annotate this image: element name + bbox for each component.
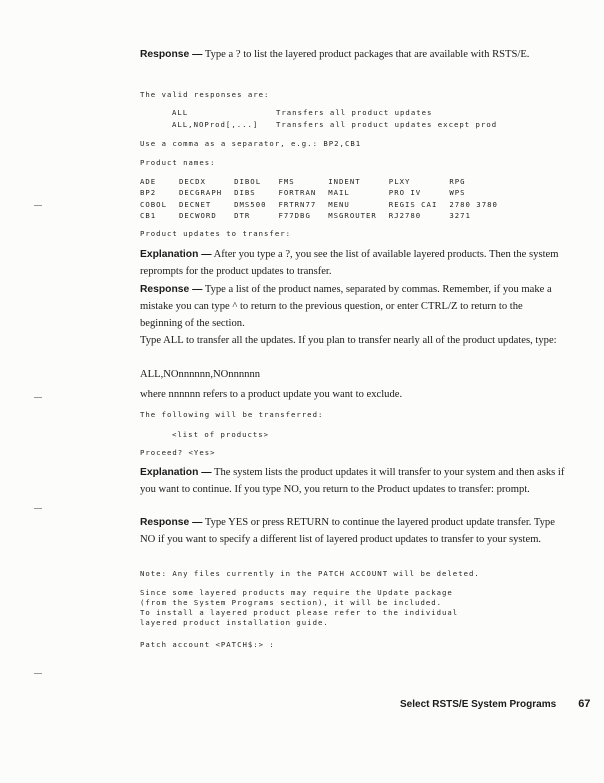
product-name: MENU [328,199,350,209]
product-name: PRO IV [388,188,422,198]
product-name: DECNET [178,199,212,209]
option-all-no: ALL,NOProd[,...] [172,120,259,129]
label: Response — [140,49,203,60]
label: Response — [140,517,203,528]
product-name: DIBS [234,188,256,198]
product-name: COBOL [140,199,167,209]
product-name: MSGROUTER [328,211,377,221]
option-all-desc: Transfers all product updates [276,108,433,117]
updates-prompt: Product updates to transfer: [140,229,292,238]
product-row [140,199,510,211]
product-name: DMS500 [234,199,267,209]
footer-title: Select RSTS/E System Programs [400,699,557,710]
product-name: DECDX [178,176,206,186]
product-row [140,211,510,223]
list-of-products: <list of products> [172,430,270,439]
text: Type a list of the product names, separated by commas. Remember, if you make a mistake you can type ^ to return to the previous question, or enter CTRL/Z to return to the beginning of the section. [140,284,552,329]
product-name: RJ2780 [388,211,422,221]
product-name: ADE [140,176,157,186]
explanation-paragraph-1 [140,246,565,280]
product-name: F77DBG [278,211,311,221]
product-name: 2780 3780 [449,199,498,209]
response-paragraph-3 [140,514,565,548]
product-name: MAIL [328,188,350,198]
explanation-paragraph-2 [140,464,565,498]
following-line: The following will be transferred: [140,410,324,419]
product-name: FORTRAN [278,188,317,198]
margin-mark [34,397,42,398]
label: Explanation — [140,249,212,260]
product-row [140,188,510,200]
product-name: REGIS CAI [388,199,438,209]
text: The system lists the product updates it will transfer to your system and then asks if you want to continue. If you type NO, you return to the Product updates to transfer: prompt. [140,467,565,495]
comma-note: Use a comma as a separator, e.g.: BP2,CB1 [140,139,362,148]
margin-mark [34,205,42,206]
product-name: DECWORD [178,211,217,221]
product-name: FMS [278,176,295,186]
response-paragraph-2 [140,281,565,332]
where-line: where nnnnnn refers to a product update you want to exclude. [140,389,403,400]
page-footer [400,698,590,710]
response-paragraph-1 [140,46,565,63]
note-line: Note: Any files currently in the PATCH ACCOUNT will be deleted. [140,569,480,578]
product-name: PLXY [388,176,411,186]
product-row [140,176,510,188]
product-name: RPG [449,176,466,186]
patch-prompt: Patch account <PATCH$:> : [140,640,275,649]
since-paragraph: Since some layered products may require the Update package (from the System Programs section), it will be included. To install a layered product please refer to the individual layered product installation guide. [140,588,459,627]
type-all-paragraph: Type ALL to transfer all the updates. If you plan to transfer nearly all of the product updates, type: [140,335,557,346]
product-name: DECGRAPH [178,188,223,198]
product-name: INDENT [328,176,361,186]
text: Type a ? to list the layered product packages that are available with RSTS/E. [202,49,530,60]
option-all: ALL [172,108,189,117]
product-name: FRTRN77 [278,199,317,209]
margin-mark [34,673,42,674]
text: Type YES or press RETURN to continue the layered product update transfer. Type NO if you want to specify a different list of layered product updates to transfer to your system. [140,517,555,545]
product-name: BP2 [140,188,157,198]
product-name: DTR [234,211,251,221]
proceed-prompt: Proceed? <Yes> [140,448,216,457]
option-all-no-desc: Transfers all product updates except prod [276,120,498,129]
product-names-table [140,176,510,222]
text: After you type a ?, you see the list of available layered products. Then the system reprompts for the product updates to transfer. [140,249,559,277]
example-line: ALL,NOnnnnnn,NOnnnnnn [140,369,261,380]
product-name: DIBOL [234,176,262,186]
margin-mark [34,508,42,509]
label: Response — [140,284,203,295]
product-name: CB1 [140,211,157,221]
product-name: 3271 [449,211,471,221]
valid-responses-heading: The valid responses are: [140,90,270,99]
product-names-label: Product names: [140,158,216,167]
label: Explanation — [140,467,212,478]
product-name: WPS [449,188,466,198]
page-number: 67 [578,698,591,710]
